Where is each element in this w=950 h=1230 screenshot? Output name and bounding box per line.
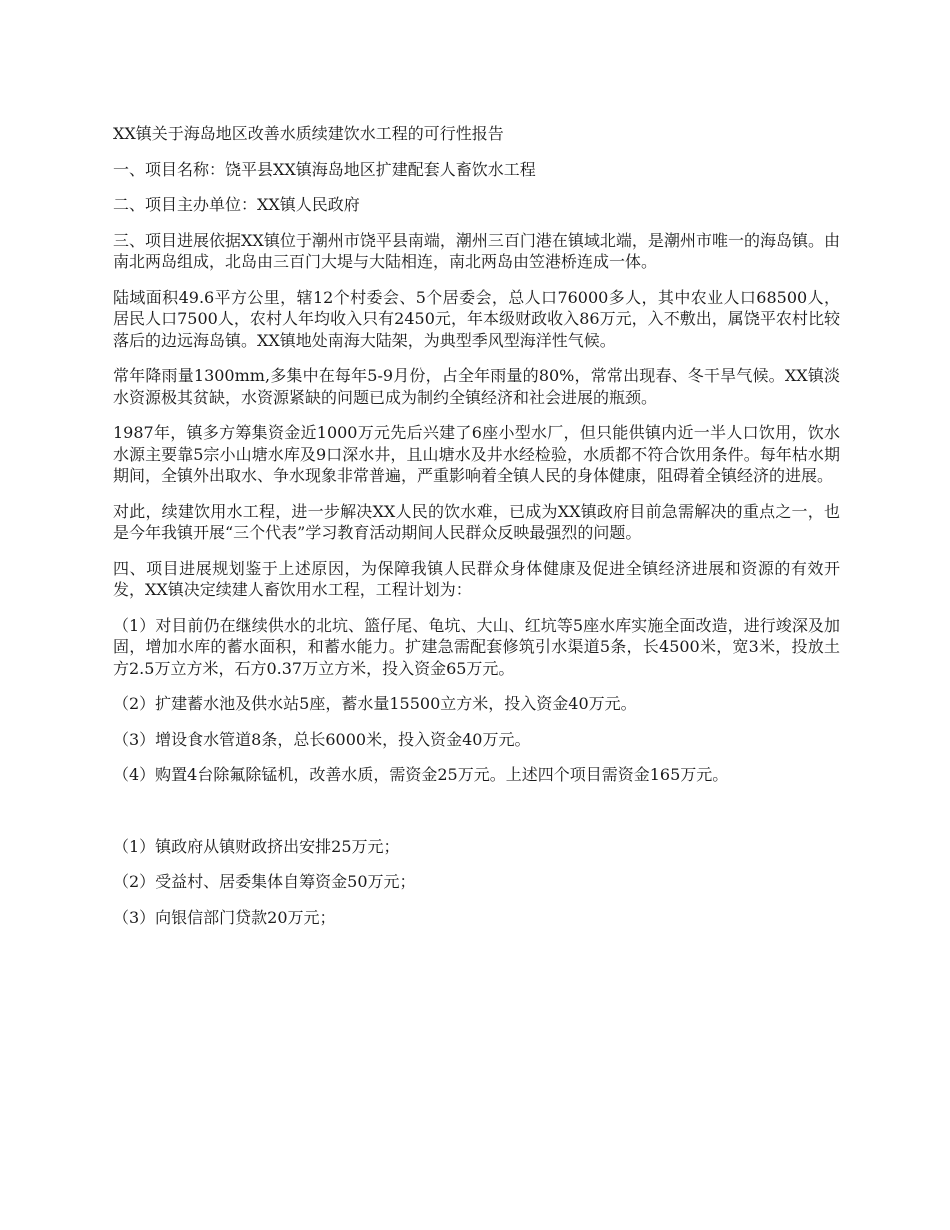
funding-item-2: （2）受益村、居委集体自筹资金50万元； [113, 872, 416, 891]
plan-item-1: （1）对目前仍在继续供水的北坑、篮仔尾、龟坑、大山、红坑等5座水库实施全面改造，进行竣深及加固，增加水库的蓄水面积，和蓄水能力。扩建急需配套修筑引水渠道5条，长4500米，宽3米，投放土方2.5万立方米，石方0.37万立方米，投入资金65万元。 [113, 615, 840, 678]
plan-item-3: （3）增设食水管道8条，总长6000米，投入资金40万元。 [113, 729, 531, 749]
section-sponsor: 二、项目主办单位：XX镇人民政府 [113, 195, 360, 214]
blank-gap [113, 800, 840, 836]
section-basis: 三、项目进展依据XX镇位于潮州市饶平县南端，潮州三百门港在镇域北端，是潮州市唯一的海岛镇。由南北两岛组成，北岛由三百门大堤与大陆相连，南北两岛由笠港桥连成一体。 [113, 230, 840, 271]
paragraph-area: 陆域面积49.6平方公里，辖12个村委会、5个居委会，总人口76000多人，其中农业人口68500人，居民人口7500人，农村人年均收入只有2450元，年本级财政收入86万元，入不敷出，属饶平农村比较落后的边远海岛镇。XX镇地处南海大陆架，为典型季风型海洋性气候。 [113, 287, 840, 350]
section-project-name: 一、项目名称：饶平县XX镇海岛地区扩建配套人畜饮水工程 [113, 159, 536, 179]
document-page [113, 123, 840, 942]
section-plan: 四、项目进展规划鉴于上述原因，为保障我镇人民群众身体健康及促进全镇经济进展和资源的有效开发，XX镇决定续建人畜饮用水工程，工程计划为： [113, 558, 840, 599]
funding-item-1: （1）镇政府从镇财政挤出安排25万元； [113, 836, 400, 856]
plan-item-4: （4）购置4台除氟除锰机，改善水质，需资金25万元。上述四个项目需资金165万元。 [113, 765, 729, 784]
paragraph-history: 1987年，镇多方筹集资金近1000万元先后兴建了6座小型水厂，但只能供镇内近一半人口饮用，饮水水源主要靠5宗小山塘水库及9口深水井，且山塘水及井水经检验，水质都不符合饮用条件。每年枯水期期间，全镇外出取水、争水现象非常普遍，严重影响着全镇人民的身体健康，阻碍着全镇经济的进展。 [113, 423, 840, 485]
plan-item-2: （2）扩建蓄水池及供水站5座，蓄水量15500立方米，投入资金40万元。 [113, 694, 637, 713]
paragraph-rainfall: 常年降雨量1300mm,多集中在每年5-9月份，占全年雨量的80%，常常出现春、冬干旱气候。XX镇淡水资源极其贫缺，水资源紧缺的问题已成为制约全镇经济和社会进展的瓶颈。 [113, 366, 840, 407]
document-title: XX镇关于海岛地区改善水质续建饮水工程的可行性报告 [113, 124, 504, 143]
paragraph-priority: 对此，续建饮用水工程，进一步解决XX人民的饮水难，已成为XX镇政府目前急需解决的重点之一，也是今年我镇开展“三个代表”学习教育活动期间人民群众反映最强烈的问题。 [113, 501, 840, 542]
funding-item-3: （3）向银信部门贷款20万元； [113, 907, 336, 927]
